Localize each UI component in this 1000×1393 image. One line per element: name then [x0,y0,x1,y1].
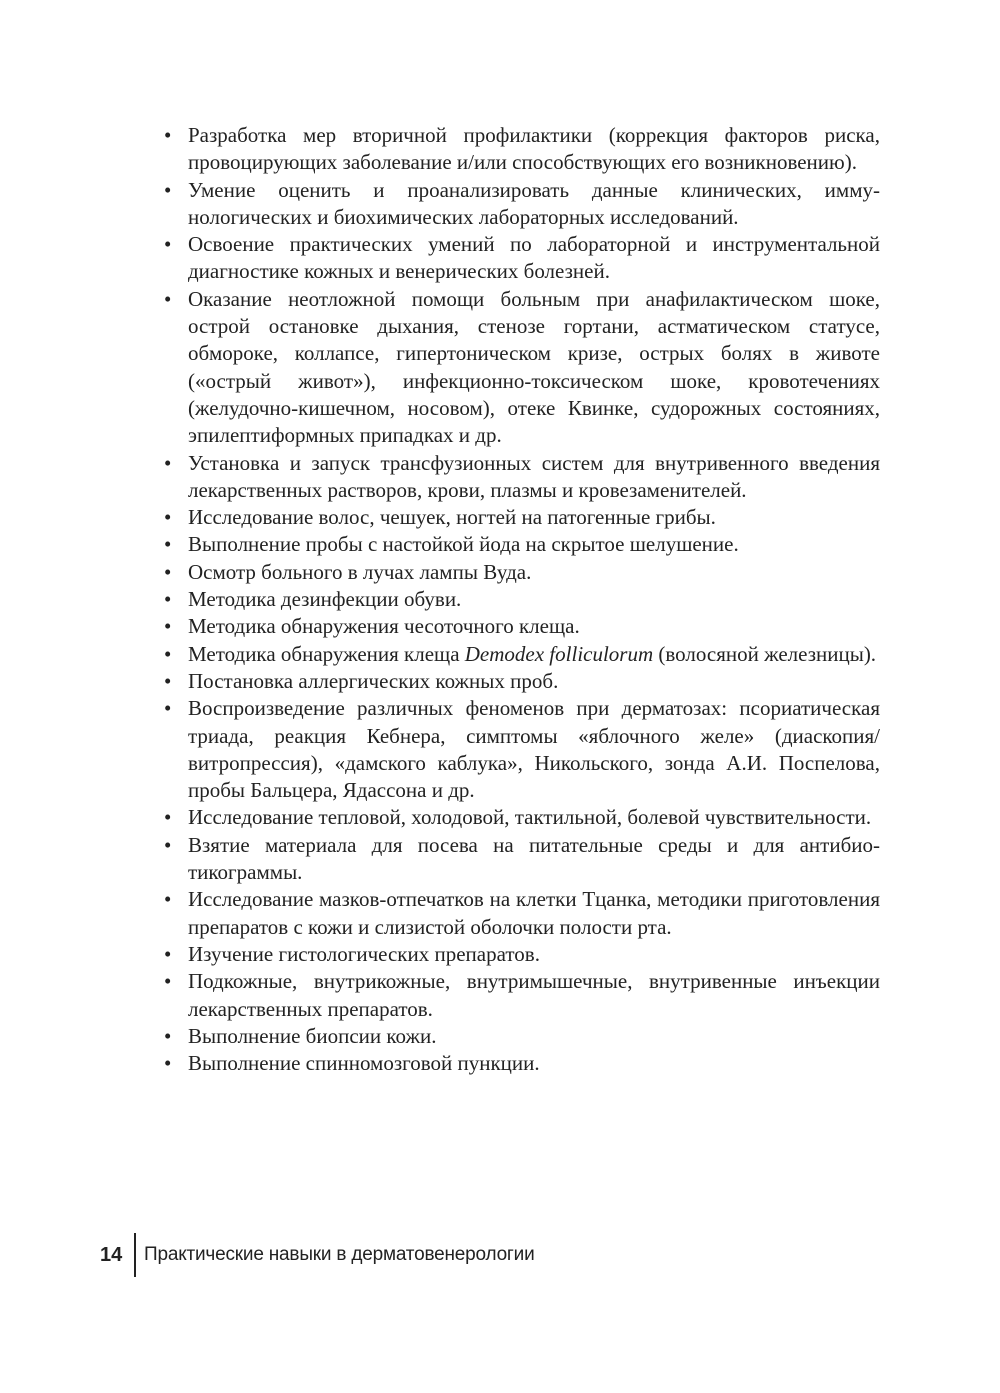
list-item [162,177,880,232]
list-item-text-before: Методика обнаружения клеща [188,641,465,666]
list-item-text: Методика обнаружения чесоточного клеща. [188,614,580,639]
list-item-text: Воспроизведение различных феноменов при дерматозах: псориатическая триада, реакция Кебнера, симптомы «яблочного желе» (диаскопия/витропрессия), «дамского каблука», Никольского, зонда А.И. Поспелова, пробы Бальцера, Ядассона и др. [188,696,880,803]
list-item-text: Исследование волос, чешуек, ногтей на патогенные грибы. [188,505,716,530]
list-item-text: Установка и запуск трансфузионных систем для внутривенного введения лекарственных растворов, крови, плазмы и кровезаменителей. [188,450,880,502]
footer-divider [134,1233,136,1277]
bullet-icon: • [164,805,172,830]
list-item [162,586,880,613]
page-footer [100,1233,535,1277]
bullet-icon: • [164,1051,172,1076]
list-item [162,941,880,968]
page-body [162,122,880,1077]
list-item-text: Методика дезинфекции обуви. [188,587,462,612]
list-item [162,504,880,531]
page-number: 14 [100,1243,123,1266]
list-item [162,122,880,177]
list-item [162,286,880,450]
list-item-text: Исследование тепловой, холодовой, тактильной, болевой чувствительности. [188,805,872,830]
bullet-icon: • [164,559,172,584]
list-item [162,450,880,505]
bullet-icon: • [164,177,172,202]
list-item-text: Взятие материала для посева на питательные среды и для антибиотикограммы. [188,832,880,885]
list-item-text: Постановка аллергических кожных проб. [188,668,559,693]
bullet-icon: • [164,587,172,612]
bullet-icon: • [164,505,172,530]
bullet-icon: • [164,832,172,857]
list-item [162,1050,880,1077]
bullet-icon: • [164,1023,172,1048]
bullet-icon: • [164,286,172,311]
bullet-icon: • [164,614,172,639]
species-name: Demodex folliculorum [464,641,654,666]
bullet-icon: • [164,232,172,257]
bullet-icon: • [164,887,172,912]
list-item-text: Осмотр больного в лучах лампы Вуда. [188,559,532,584]
list-item-text: Исследование мазков-отпечатков на клетки Тцанка, методики приготовления препаратов с кожи и слизистой оболочки полости рта. [188,887,880,939]
running-title: Практические навыки в дерматовенерологии [144,1244,535,1265]
list-item [162,613,880,640]
list-item [162,231,880,286]
list-item-text: Выполнение спинномозговой пункции. [188,1051,540,1076]
list-item-text-after: (волосяной железницы). [653,641,877,666]
list-item [162,531,880,558]
list-item-text: Выполнение пробы с настойкой йода на скрытое шелушение. [188,532,739,557]
bullet-icon: • [164,123,172,147]
list-item-text: Освоение практических умений по лабораторной и инструментальной диагностике кожных и венерических болезней. [188,232,880,284]
bullet-icon: • [164,641,172,666]
list-item [162,668,880,695]
bullet-icon: • [164,450,172,475]
list-item-text: Оказание неотложной помощи больным при анафилактическом шоке, острой остановке дыхания, стенозе гортани, астматическом статусе, обмороке, коллапсе, гипертоническом кризе, острых болях в животе («острый живот»), инфекционно-токсическом шоке, кровотечениях (желудочно-кишечном, носовом), отеке Квинке, судорожных состояниях, эпилептиформных припадках и др. [188,286,880,448]
list-item [162,804,880,831]
list-item-text: Выполнение биопсии кожи. [188,1023,437,1048]
list-item [162,695,880,804]
list-item [162,886,880,941]
bullet-icon: • [164,941,172,966]
list-item-text: Разработка мер вторичной профилактики (коррекция факторов риска, провоцирующих заболевание и/или способствующих его возникновению). [188,123,880,175]
bullet-icon: • [164,668,172,693]
list-item [162,641,880,668]
list-item-text: Изучение гистологических препаратов. [188,941,540,966]
list-item [162,1023,880,1050]
bullet-icon: • [164,696,172,721]
list-item-text: Умение оценить и проанализировать данные клинических, иммунологических и биохимических лабораторных исследований. [188,177,880,229]
bullet-icon: • [164,532,172,557]
list-item [162,968,880,1023]
skills-list [162,122,880,1077]
list-item [162,832,880,887]
list-item-text: Подкожные, внутрикожные, внутримышечные, внутривенные инъекции лекарственных препаратов. [188,969,880,1021]
bullet-icon: • [164,969,172,994]
list-item [162,559,880,586]
